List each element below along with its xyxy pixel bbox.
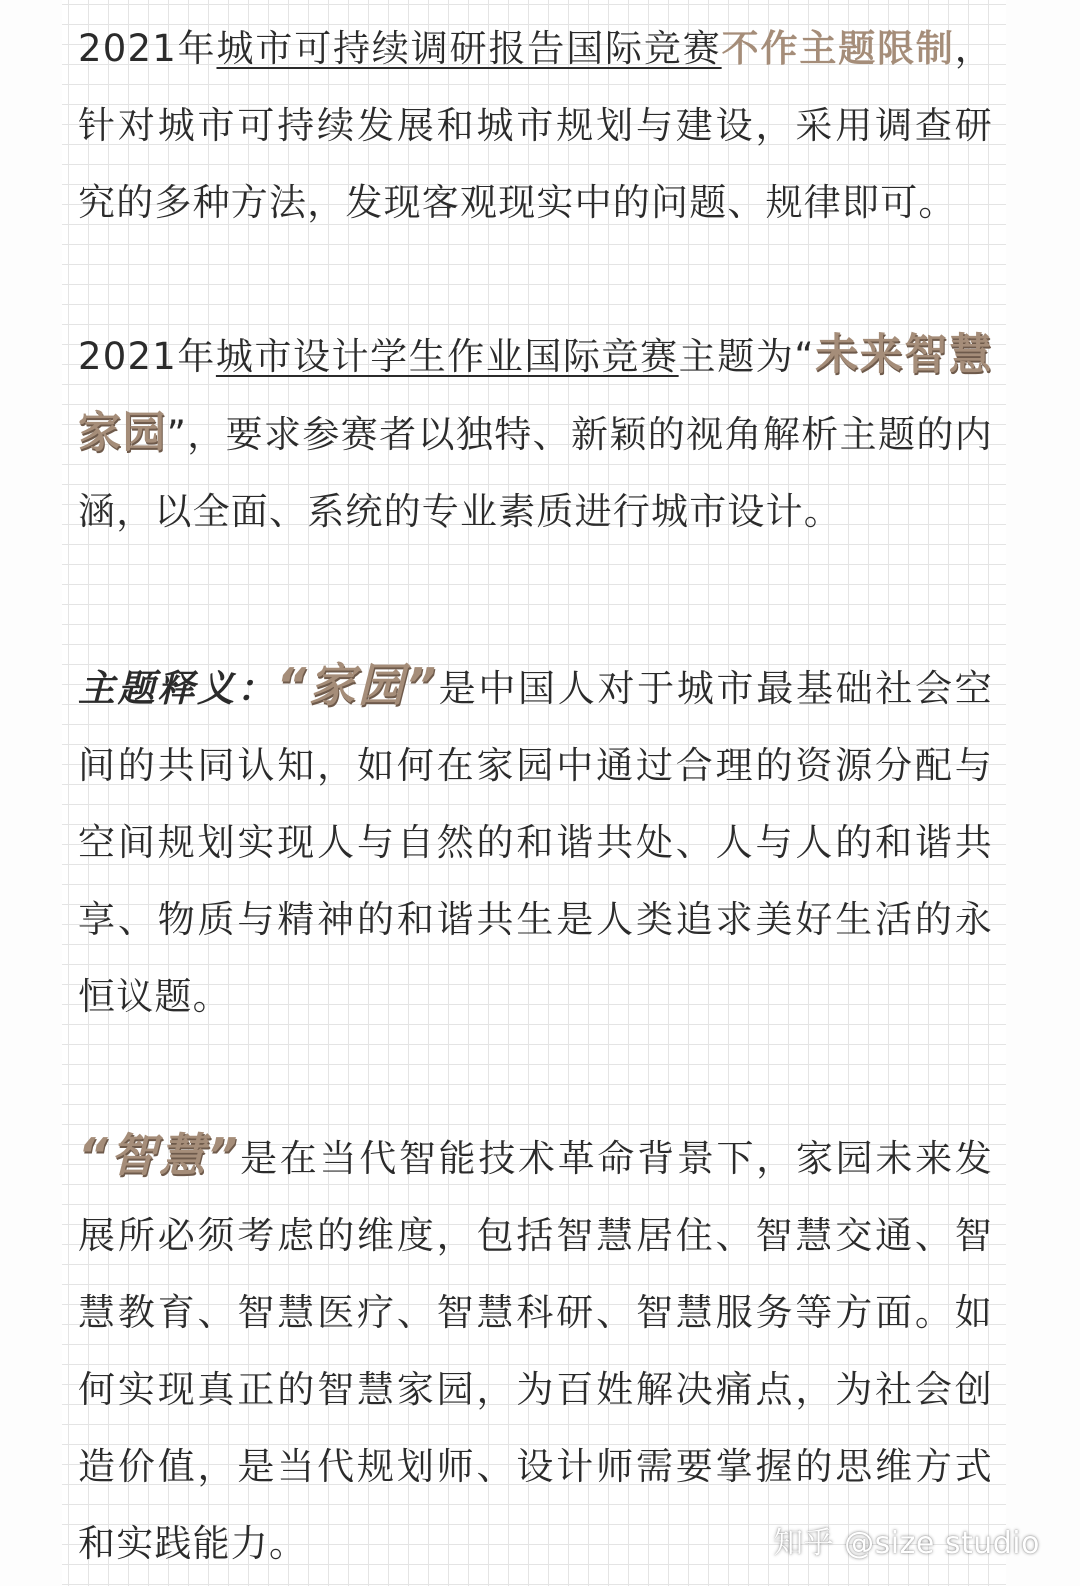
paragraph3-body: 是中国人对于城市最基础社会空间的共同认知，如何在家园中通过合理的资源分配与空间规划实现人与自然的和谐共处、人与人的和谐共享、物质与精神的和谐共生是人类追求美好生活的永恒议题。 <box>78 667 993 1018</box>
no-theme-limit-highlight: 不作主题限制 <box>721 27 955 70</box>
sustainability-competition-link[interactable]: 城市可持续调研报告国际竞赛 <box>216 27 722 70</box>
paragraph-urban-design-competition <box>78 317 993 550</box>
smart-keyword-highlight: “智慧” <box>78 1128 239 1182</box>
home-keyword-highlight: “家园” <box>276 658 438 712</box>
paragraph4-body: 是在当代智能技术革命背景下，家园未来发展所必须考虑的维度，包括智慧居住、智慧交通、智慧教育、智慧医疗、智慧科研、智慧服务等方面。如何实现真正的智慧家园，为百姓解决痛点，为社会创造价值，是当代规划师、设计师需要掌握的思维方式和实践能力。 <box>78 1137 993 1565</box>
paragraph-sustainability-competition <box>78 10 993 241</box>
future-smart-home-highlight: 未来智慧家园 <box>78 330 993 458</box>
zhihu-watermark: 知乎 @size studio <box>773 1526 1040 1561</box>
paragraph2-body: ”，要求参赛者以独特、新颖的视角解析主题的内涵，以全面、系统的专业素质进行城市设计。 <box>78 413 993 533</box>
theme-interpretation-label: 主题释义： <box>78 667 277 710</box>
paragraph-smart-definition <box>78 1117 993 1582</box>
paragraph1-body: ，针对城市可持续发展和城市规划与建设，采用调查研究的多种方法，发现客观现实中的问题、规律即可。 <box>78 27 993 224</box>
theme-intro-text: 主题为“ <box>678 335 815 378</box>
paragraph-theme-interpretation <box>78 647 993 1035</box>
year-prefix: 2021年 <box>78 335 216 378</box>
urban-design-competition-link[interactable]: 城市设计学生作业国际竞赛 <box>215 335 679 378</box>
year-prefix: 2021年 <box>78 27 217 70</box>
